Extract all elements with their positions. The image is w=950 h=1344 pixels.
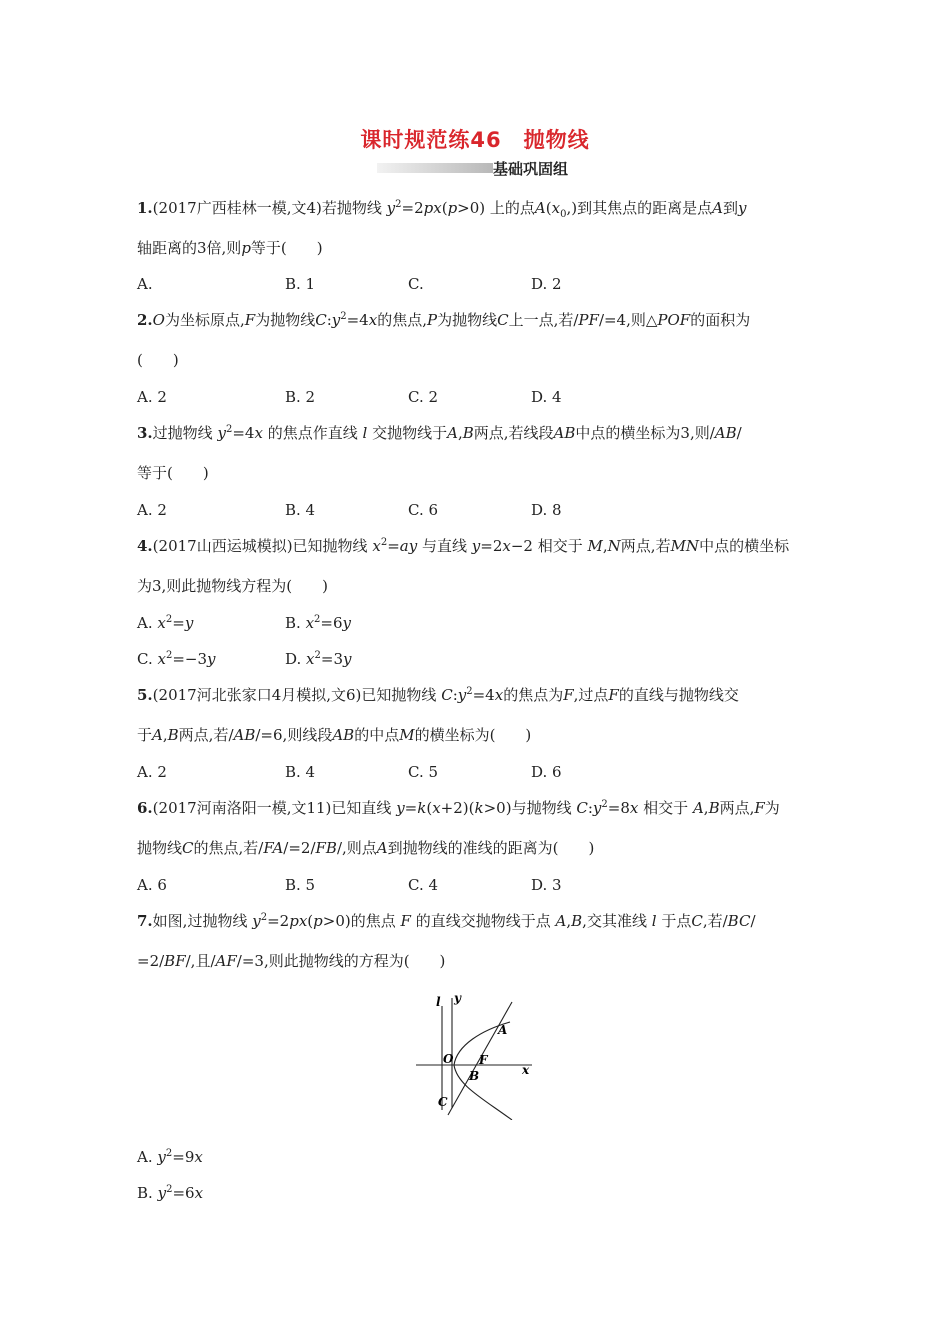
q5-option-c: C. 5 [408, 763, 439, 781]
q1-option-d: D. 2 [531, 275, 562, 293]
q3-line1: 3.过抛物线 $y^2=4x$ 的焦点作直线 l 交抛物线于A,B两点,若线段AB中点的横坐标为3,则/AB/ [137, 424, 742, 442]
q6-line2: 抛物线C的焦点,若/FA/=2/FB/,则点A到抛物线的准线的距离为( ) [137, 839, 595, 857]
q6-option-d: D. 3 [531, 876, 562, 894]
parabola-figure [412, 990, 542, 1120]
label-l: l [436, 995, 441, 1009]
label-y: y [454, 991, 461, 1005]
q2-option-b: B. 2 [285, 388, 316, 406]
label-b: B [469, 1069, 480, 1083]
q1-option-c: C. [408, 275, 424, 293]
q7-line1: 7.如图,过抛物线 $y^2=2px(p>0)$的焦点 F 的直线交抛物线于点 A,B,交其准线 l 于点C,若/BC/ [137, 912, 756, 930]
q4-option-b: B. $x^2=6y$ [285, 614, 352, 632]
q5-option-a: A. 2 [137, 763, 167, 781]
q2-line2: ( ) [137, 351, 179, 369]
label-f: F [479, 1053, 488, 1067]
section-label: 基础巩固组 [493, 160, 569, 178]
q2-option-a: A. 2 [137, 388, 167, 406]
q5-line1: 5.(2017河北张家口4月模拟,文6)已知抛物线 $C:y^2=4x$的焦点为F,过点F的直线与抛物线交 [137, 686, 739, 704]
q4-option-d: D. $x^2=3y$ [285, 650, 352, 668]
q3-option-d: D. 8 [531, 501, 562, 519]
q3-line2: 等于( ) [137, 464, 209, 482]
q2-option-d: D. 4 [531, 388, 562, 406]
q7-option-a: A. $y^2=9x$ [137, 1148, 203, 1166]
q3-option-b: B. 4 [285, 501, 316, 519]
q4-option-a: A. $x^2=y$ [137, 614, 194, 632]
page-title [0, 124, 950, 154]
q3-option-c: C. 6 [408, 501, 439, 519]
q1-line2: 轴距离的3倍,则p等于( ) [137, 239, 323, 257]
q5-option-d: D. 6 [531, 763, 562, 781]
q7-line2: =2/BF/,且/AF/=3,则此抛物线的方程为( ) [137, 952, 446, 970]
q6-option-a: A. 6 [137, 876, 167, 894]
q7-option-b: B. $y^2=6x$ [137, 1184, 204, 1202]
q5-option-b: B. 4 [285, 763, 316, 781]
q4-line2: 为3,则此抛物线方程为( ) [137, 577, 329, 595]
q1-line1: 1.(2017广西桂林一模,文4)若抛物线 $y^2=2px(p>0)$ 上的点$A(x_0,)$到其焦点的距离是点A到y [137, 199, 747, 220]
q3-option-a: A. 2 [137, 501, 167, 519]
section-bar [377, 163, 493, 173]
section-header [0, 158, 950, 180]
q5-line2: 于A,B两点,若/AB/=6,则线段AB的中点M的横坐标为( ) [137, 726, 532, 744]
q2-line1: 2.O为坐标原点,F为抛物线$C:y^2=4x$的焦点,P为抛物线C上一点,若/PF/=4,则△POF的面积为 [137, 311, 751, 329]
q6-option-c: C. 4 [408, 876, 439, 894]
q1-option-a: A. [137, 275, 153, 293]
title-main: 课时规范练46 [360, 128, 502, 152]
label-o: O [443, 1052, 454, 1066]
q4-line1: 4.(2017山西运城模拟)已知抛物线 $x^2=ay$ 与直线 y=2x−2 相交于 M,N两点,若MN中点的横坐标 [137, 537, 790, 555]
label-x: x [522, 1063, 530, 1077]
label-c: C [438, 1095, 448, 1109]
q4-option-c: C. $x^2=-3y$ [137, 650, 216, 668]
q6-option-b: B. 5 [285, 876, 316, 894]
q2-option-c: C. 2 [408, 388, 439, 406]
title-sub: 抛物线 [523, 128, 590, 152]
label-a: A [498, 1023, 508, 1037]
q1-option-b: B. 1 [285, 275, 316, 293]
q6-line1: 6.(2017河南洛阳一模,文11)已知直线 y=k(x+2)(k>0)与抛物线 $C:y^2=8x$ 相交于 A,B两点,F为 [137, 799, 780, 817]
